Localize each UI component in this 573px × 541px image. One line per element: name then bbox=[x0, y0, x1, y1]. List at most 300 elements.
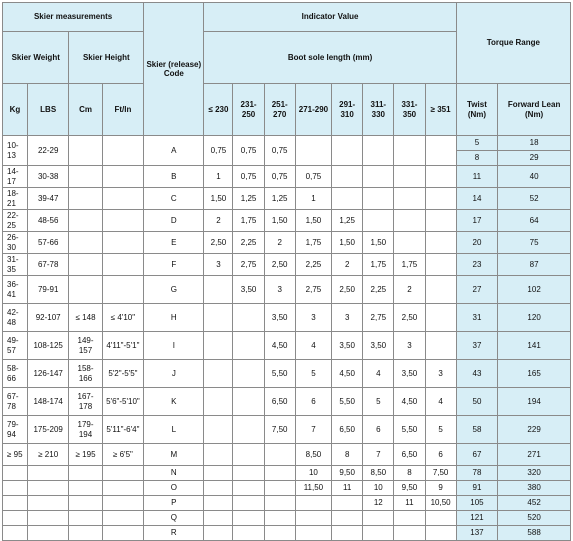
indicator-value-cell bbox=[233, 332, 264, 360]
indicator-value-cell: 1,50 bbox=[332, 232, 363, 254]
skier-code-cell: E bbox=[144, 232, 204, 254]
indicator-value-cell: 2,75 bbox=[295, 276, 331, 304]
indicator-value-cell: 7,50 bbox=[425, 466, 456, 481]
indicator-value-cell: 2,25 bbox=[233, 232, 264, 254]
kg-cell: 18-21 bbox=[3, 188, 28, 210]
kg-cell: ≥ 95 bbox=[3, 444, 28, 466]
table-row bbox=[3, 388, 571, 416]
skier-measurements-header: Skier measurements bbox=[3, 3, 144, 32]
skier-code-cell: L bbox=[144, 416, 204, 444]
kg-cell: 31-35 bbox=[3, 254, 28, 276]
indicator-value-cell bbox=[295, 526, 331, 541]
cm-cell: 167-178 bbox=[69, 388, 102, 416]
indicator-value-cell bbox=[425, 332, 456, 360]
forward-lean-cell: 141 bbox=[498, 332, 571, 360]
indicator-value-cell: 10,50 bbox=[425, 496, 456, 511]
ftin-cell bbox=[102, 136, 144, 166]
twist-cell: 137 bbox=[456, 526, 498, 541]
lbs-cell bbox=[27, 466, 69, 481]
indicator-value-cell bbox=[363, 210, 394, 232]
indicator-value-cell: 2 bbox=[332, 254, 363, 276]
forward-lean-cell: 120 bbox=[498, 304, 571, 332]
indicator-value-cell bbox=[363, 511, 394, 526]
indicator-value-cell bbox=[394, 210, 425, 232]
indicator-value-cell bbox=[394, 526, 425, 541]
indicator-value-cell: 9,50 bbox=[394, 481, 425, 496]
indicator-value-cell: 11 bbox=[394, 496, 425, 511]
twist-cell: 121 bbox=[456, 511, 498, 526]
indicator-value-cell: 4,50 bbox=[264, 332, 295, 360]
indicator-value-cell bbox=[425, 276, 456, 304]
indicator-value-cell: 6,50 bbox=[332, 416, 363, 444]
kg-cell: 26-30 bbox=[3, 232, 28, 254]
skier-code-cell: R bbox=[144, 526, 204, 541]
cm-cell bbox=[69, 466, 102, 481]
indicator-value-cell: 2 bbox=[264, 232, 295, 254]
indicator-value-cell: 11,50 bbox=[295, 481, 331, 496]
indicator-value-cell bbox=[204, 304, 233, 332]
indicator-value-cell bbox=[204, 360, 233, 388]
indicator-value-cell bbox=[332, 496, 363, 511]
twist-header: Twist (Nm) bbox=[456, 84, 498, 136]
twist-cell: 27 bbox=[456, 276, 498, 304]
cm-header: Cm bbox=[69, 84, 102, 136]
table-row bbox=[3, 511, 571, 526]
torque-range-header: Torque Range bbox=[456, 3, 570, 84]
indicator-value-cell bbox=[295, 136, 331, 166]
ftin-header: Ft/In bbox=[102, 84, 144, 136]
table-row bbox=[3, 332, 571, 360]
boot-sole-length-header: Boot sole length (mm) bbox=[204, 32, 456, 84]
indicator-value-cell bbox=[394, 511, 425, 526]
indicator-value-cell bbox=[332, 526, 363, 541]
indicator-value-cell bbox=[233, 360, 264, 388]
indicator-value-cell: 5,50 bbox=[332, 388, 363, 416]
cm-cell bbox=[69, 136, 102, 166]
ftin-cell: 4'11"-5'1" bbox=[102, 332, 144, 360]
indicator-value-cell: 2 bbox=[204, 210, 233, 232]
lbs-cell: 48-56 bbox=[27, 210, 69, 232]
table-row bbox=[3, 496, 571, 511]
cm-cell bbox=[69, 188, 102, 210]
indicator-value-cell bbox=[264, 526, 295, 541]
forward-lean-cell: 75 bbox=[498, 232, 571, 254]
cm-cell: 179-194 bbox=[69, 416, 102, 444]
indicator-value-cell: 5 bbox=[425, 416, 456, 444]
twist-cell: 105 bbox=[456, 496, 498, 511]
twist-cell: 78 bbox=[456, 466, 498, 481]
cm-cell bbox=[69, 232, 102, 254]
ftin-cell bbox=[102, 496, 144, 511]
skier-code-cell: A bbox=[144, 136, 204, 166]
cm-cell bbox=[69, 210, 102, 232]
indicator-value-cell bbox=[204, 496, 233, 511]
indicator-value-cell bbox=[233, 481, 264, 496]
indicator-value-cell: 1,75 bbox=[363, 254, 394, 276]
table-row bbox=[3, 360, 571, 388]
twist-cell: 91 bbox=[456, 481, 498, 496]
indicator-value-cell: 4 bbox=[363, 360, 394, 388]
lbs-cell: 79-91 bbox=[27, 276, 69, 304]
twist-cell: 67 bbox=[456, 444, 498, 466]
table-row bbox=[3, 232, 571, 254]
indicator-value-cell bbox=[233, 388, 264, 416]
indicator-value-cell: 4,50 bbox=[332, 360, 363, 388]
indicator-value-cell bbox=[394, 188, 425, 210]
lbs-cell: 57-66 bbox=[27, 232, 69, 254]
indicator-value-cell bbox=[204, 444, 233, 466]
sole-length-header-5: 311-330 bbox=[363, 84, 394, 136]
indicator-value-cell: 1,75 bbox=[233, 210, 264, 232]
indicator-value-cell: 3,50 bbox=[363, 332, 394, 360]
kg-cell: 58-66 bbox=[3, 360, 28, 388]
table-row bbox=[3, 444, 571, 466]
indicator-value-cell: 8 bbox=[332, 444, 363, 466]
table-row bbox=[3, 526, 571, 541]
indicator-value-cell: 1 bbox=[204, 166, 233, 188]
twist-cell: 58 bbox=[456, 416, 498, 444]
skier-code-cell: M bbox=[144, 444, 204, 466]
kg-cell: 22-25 bbox=[3, 210, 28, 232]
indicator-value-cell bbox=[332, 166, 363, 188]
indicator-value-cell: 1,25 bbox=[332, 210, 363, 232]
sole-length-header-1: 231-250 bbox=[233, 84, 264, 136]
indicator-value-cell: 0,75 bbox=[233, 166, 264, 188]
indicator-value-cell bbox=[425, 136, 456, 166]
indicator-value-cell: 1,50 bbox=[264, 210, 295, 232]
indicator-value-cell: 3 bbox=[394, 332, 425, 360]
table-row bbox=[3, 136, 571, 151]
indicator-value-cell: 6 bbox=[295, 388, 331, 416]
ftin-cell bbox=[102, 276, 144, 304]
indicator-value-cell: 5,50 bbox=[264, 360, 295, 388]
kg-cell: 67-78 bbox=[3, 388, 28, 416]
indicator-value-cell: 7 bbox=[295, 416, 331, 444]
indicator-value-cell: 3,50 bbox=[264, 304, 295, 332]
indicator-value-cell: 4 bbox=[425, 388, 456, 416]
table-row bbox=[3, 304, 571, 332]
indicator-value-cell: 2,75 bbox=[363, 304, 394, 332]
indicator-value-cell: 6,50 bbox=[264, 388, 295, 416]
ftin-cell bbox=[102, 232, 144, 254]
sole-length-header-7: ≥ 351 bbox=[425, 84, 456, 136]
skier-weight-header: Skier Weight bbox=[3, 32, 69, 84]
skier-code-cell: N bbox=[144, 466, 204, 481]
indicator-value-header: Indicator Value bbox=[204, 3, 456, 32]
lbs-cell: 108-125 bbox=[27, 332, 69, 360]
table-row bbox=[3, 481, 571, 496]
indicator-value-cell bbox=[264, 496, 295, 511]
indicator-value-cell: 3,50 bbox=[233, 276, 264, 304]
indicator-value-cell: 9,50 bbox=[332, 466, 363, 481]
lbs-cell: 22-29 bbox=[27, 136, 69, 166]
ftin-cell bbox=[102, 526, 144, 541]
ftin-cell bbox=[102, 166, 144, 188]
skier-code-cell: F bbox=[144, 254, 204, 276]
indicator-value-cell: 0,75 bbox=[233, 136, 264, 166]
indicator-value-cell bbox=[233, 466, 264, 481]
indicator-value-cell bbox=[264, 511, 295, 526]
indicator-value-cell: 0,75 bbox=[264, 136, 295, 166]
skier-code-cell: K bbox=[144, 388, 204, 416]
indicator-value-cell bbox=[233, 444, 264, 466]
twist-cell: 14 bbox=[456, 188, 498, 210]
indicator-value-cell bbox=[394, 166, 425, 188]
lbs-cell: ≥ 210 bbox=[27, 444, 69, 466]
forward-lean-cell: 320 bbox=[498, 466, 571, 481]
lbs-cell bbox=[27, 526, 69, 541]
twist-cell: 43 bbox=[456, 360, 498, 388]
kg-cell bbox=[3, 526, 28, 541]
indicator-value-cell bbox=[363, 166, 394, 188]
sole-length-header-0: ≤ 230 bbox=[204, 84, 233, 136]
indicator-value-cell: 2,50 bbox=[332, 276, 363, 304]
skier-code-cell: O bbox=[144, 481, 204, 496]
din-setting-table bbox=[2, 2, 571, 541]
forward-lean-cell: 40 bbox=[498, 166, 571, 188]
indicator-value-cell: 7,50 bbox=[264, 416, 295, 444]
kg-cell bbox=[3, 481, 28, 496]
ftin-cell bbox=[102, 511, 144, 526]
indicator-value-cell: 1,50 bbox=[363, 232, 394, 254]
skier-code-cell: Q bbox=[144, 511, 204, 526]
sole-length-header-2: 251-270 bbox=[264, 84, 295, 136]
forward-lean-cell: 165 bbox=[498, 360, 571, 388]
indicator-value-cell bbox=[425, 511, 456, 526]
indicator-value-cell: 3 bbox=[332, 304, 363, 332]
ftin-cell bbox=[102, 188, 144, 210]
table-row bbox=[3, 416, 571, 444]
ftin-cell: 5'2"-5'5" bbox=[102, 360, 144, 388]
ftin-cell: 5'6"-5'10" bbox=[102, 388, 144, 416]
indicator-value-cell: 8,50 bbox=[363, 466, 394, 481]
forward-lean-cell: 588 bbox=[498, 526, 571, 541]
cm-cell bbox=[69, 496, 102, 511]
forward-lean-cell: 102 bbox=[498, 276, 571, 304]
indicator-value-cell bbox=[425, 210, 456, 232]
indicator-value-cell bbox=[425, 232, 456, 254]
indicator-value-cell: 8,50 bbox=[295, 444, 331, 466]
indicator-value-cell bbox=[204, 416, 233, 444]
forward-lean-cell: 52 bbox=[498, 188, 571, 210]
indicator-value-cell: 2,75 bbox=[233, 254, 264, 276]
skier-code-cell: B bbox=[144, 166, 204, 188]
forward-lean-cell: 29 bbox=[498, 151, 571, 166]
twist-cell: 50 bbox=[456, 388, 498, 416]
indicator-value-cell bbox=[233, 304, 264, 332]
sole-length-header-6: 331-350 bbox=[394, 84, 425, 136]
indicator-value-cell: 1,50 bbox=[295, 210, 331, 232]
indicator-value-cell bbox=[425, 188, 456, 210]
kg-cell: 14-17 bbox=[3, 166, 28, 188]
indicator-value-cell: 2,25 bbox=[295, 254, 331, 276]
skier-code-cell: J bbox=[144, 360, 204, 388]
cm-cell: ≥ 195 bbox=[69, 444, 102, 466]
lbs-cell: 92-107 bbox=[27, 304, 69, 332]
cm-cell: ≤ 148 bbox=[69, 304, 102, 332]
indicator-value-cell bbox=[204, 332, 233, 360]
twist-cell: 11 bbox=[456, 166, 498, 188]
forward-lean-cell: 520 bbox=[498, 511, 571, 526]
indicator-value-cell: 1,75 bbox=[295, 232, 331, 254]
kg-cell bbox=[3, 466, 28, 481]
skier-code-cell: C bbox=[144, 188, 204, 210]
indicator-value-cell: 0,75 bbox=[264, 166, 295, 188]
indicator-value-cell bbox=[425, 166, 456, 188]
indicator-value-cell bbox=[425, 254, 456, 276]
cm-cell: 149-157 bbox=[69, 332, 102, 360]
table-row bbox=[3, 466, 571, 481]
indicator-value-cell: 6 bbox=[425, 444, 456, 466]
lbs-cell: 126-147 bbox=[27, 360, 69, 388]
indicator-value-cell bbox=[264, 481, 295, 496]
indicator-value-cell: 1,25 bbox=[264, 188, 295, 210]
forward-lean-header: Forward Lean (Nm) bbox=[498, 84, 571, 136]
indicator-value-cell: 2,50 bbox=[394, 304, 425, 332]
lbs-cell: 175-209 bbox=[27, 416, 69, 444]
indicator-value-cell: 2,25 bbox=[363, 276, 394, 304]
cm-cell bbox=[69, 166, 102, 188]
sole-length-header-4: 291-310 bbox=[332, 84, 363, 136]
indicator-value-cell: 4 bbox=[295, 332, 331, 360]
cm-cell: 158-166 bbox=[69, 360, 102, 388]
kg-cell: 10-13 bbox=[3, 136, 28, 166]
indicator-value-cell bbox=[332, 511, 363, 526]
indicator-value-cell bbox=[332, 188, 363, 210]
kg-cell bbox=[3, 496, 28, 511]
indicator-value-cell: 10 bbox=[295, 466, 331, 481]
indicator-value-cell: 1 bbox=[295, 188, 331, 210]
indicator-value-cell: 1,50 bbox=[204, 188, 233, 210]
lbs-cell: 30-38 bbox=[27, 166, 69, 188]
skier-code-cell: I bbox=[144, 332, 204, 360]
skier-code-cell: D bbox=[144, 210, 204, 232]
cm-cell bbox=[69, 276, 102, 304]
indicator-value-cell: 10 bbox=[363, 481, 394, 496]
indicator-value-cell: 3 bbox=[264, 276, 295, 304]
table-row bbox=[3, 188, 571, 210]
forward-lean-cell: 271 bbox=[498, 444, 571, 466]
indicator-value-cell bbox=[204, 388, 233, 416]
indicator-value-cell bbox=[233, 416, 264, 444]
indicator-value-cell: 6,50 bbox=[394, 444, 425, 466]
indicator-value-cell bbox=[264, 466, 295, 481]
kg-cell: 36-41 bbox=[3, 276, 28, 304]
indicator-value-cell: 5 bbox=[363, 388, 394, 416]
table-row bbox=[3, 276, 571, 304]
cm-cell bbox=[69, 254, 102, 276]
skier-height-header: Skier Height bbox=[69, 32, 144, 84]
indicator-value-cell bbox=[204, 481, 233, 496]
indicator-value-cell bbox=[204, 526, 233, 541]
ftin-cell bbox=[102, 466, 144, 481]
ftin-cell: ≥ 6'5" bbox=[102, 444, 144, 466]
indicator-value-cell: 8 bbox=[394, 466, 425, 481]
twist-cell: 5 bbox=[456, 136, 498, 151]
forward-lean-cell: 380 bbox=[498, 481, 571, 496]
twist-cell: 20 bbox=[456, 232, 498, 254]
skier-code-cell: P bbox=[144, 496, 204, 511]
indicator-value-cell: 3,50 bbox=[394, 360, 425, 388]
indicator-value-cell: 0,75 bbox=[204, 136, 233, 166]
indicator-value-cell: 0,75 bbox=[295, 166, 331, 188]
indicator-value-cell: 6 bbox=[363, 416, 394, 444]
table-body bbox=[3, 136, 571, 541]
sole-length-header-3: 271-290 bbox=[295, 84, 331, 136]
cm-cell bbox=[69, 526, 102, 541]
indicator-value-cell bbox=[204, 466, 233, 481]
indicator-value-cell bbox=[363, 188, 394, 210]
kg-cell: 42-48 bbox=[3, 304, 28, 332]
forward-lean-cell: 194 bbox=[498, 388, 571, 416]
indicator-value-cell bbox=[394, 136, 425, 166]
indicator-value-cell bbox=[425, 304, 456, 332]
indicator-value-cell bbox=[295, 511, 331, 526]
lbs-cell: 39-47 bbox=[27, 188, 69, 210]
lbs-cell: 148-174 bbox=[27, 388, 69, 416]
lbs-header: LBS bbox=[27, 84, 69, 136]
indicator-value-cell: 1,75 bbox=[394, 254, 425, 276]
indicator-value-cell bbox=[233, 526, 264, 541]
kg-header: Kg bbox=[3, 84, 28, 136]
indicator-value-cell: 1,25 bbox=[233, 188, 264, 210]
ftin-cell: ≤ 4'10" bbox=[102, 304, 144, 332]
indicator-value-cell bbox=[233, 496, 264, 511]
indicator-value-cell: 7 bbox=[363, 444, 394, 466]
skier-code-header: Skier (release) Code bbox=[144, 3, 204, 136]
indicator-value-cell: 3 bbox=[204, 254, 233, 276]
twist-cell: 17 bbox=[456, 210, 498, 232]
indicator-value-cell bbox=[204, 511, 233, 526]
table-row bbox=[3, 166, 571, 188]
kg-cell: 79-94 bbox=[3, 416, 28, 444]
cm-cell bbox=[69, 481, 102, 496]
twist-cell: 37 bbox=[456, 332, 498, 360]
ftin-cell bbox=[102, 254, 144, 276]
indicator-value-cell: 2 bbox=[394, 276, 425, 304]
twist-cell: 31 bbox=[456, 304, 498, 332]
indicator-value-cell: 5,50 bbox=[394, 416, 425, 444]
twist-cell: 23 bbox=[456, 254, 498, 276]
forward-lean-cell: 452 bbox=[498, 496, 571, 511]
indicator-value-cell: 5 bbox=[295, 360, 331, 388]
lbs-cell bbox=[27, 511, 69, 526]
table-row bbox=[3, 210, 571, 232]
indicator-value-cell bbox=[363, 526, 394, 541]
ftin-cell bbox=[102, 481, 144, 496]
indicator-value-cell: 2,50 bbox=[204, 232, 233, 254]
indicator-value-cell bbox=[363, 136, 394, 166]
forward-lean-cell: 229 bbox=[498, 416, 571, 444]
skier-code-cell: H bbox=[144, 304, 204, 332]
indicator-value-cell bbox=[332, 136, 363, 166]
indicator-value-cell bbox=[425, 526, 456, 541]
lbs-cell bbox=[27, 496, 69, 511]
indicator-value-cell: 4,50 bbox=[394, 388, 425, 416]
indicator-value-cell: 12 bbox=[363, 496, 394, 511]
ftin-cell bbox=[102, 210, 144, 232]
forward-lean-cell: 64 bbox=[498, 210, 571, 232]
kg-cell: 49-57 bbox=[3, 332, 28, 360]
indicator-value-cell bbox=[233, 511, 264, 526]
kg-cell bbox=[3, 511, 28, 526]
indicator-value-cell: 3 bbox=[295, 304, 331, 332]
lbs-cell bbox=[27, 481, 69, 496]
indicator-value-cell: 3 bbox=[425, 360, 456, 388]
forward-lean-cell: 87 bbox=[498, 254, 571, 276]
indicator-value-cell bbox=[295, 496, 331, 511]
lbs-cell: 67-78 bbox=[27, 254, 69, 276]
